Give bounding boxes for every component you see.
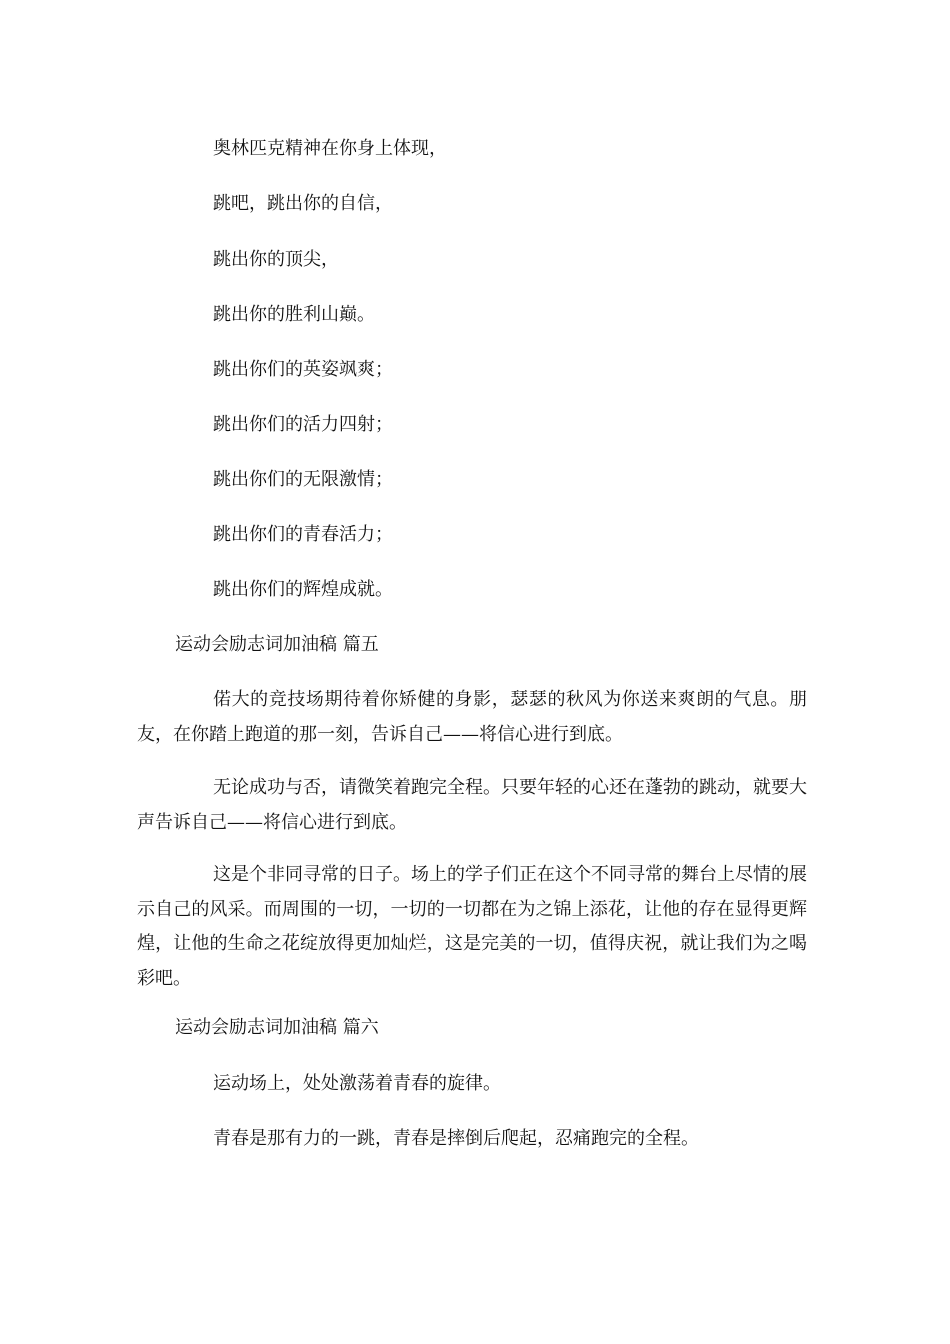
section-heading: 运动会励志词加油稿 篇五 bbox=[175, 634, 379, 655]
poem-line: 跳出你们的活力四射； bbox=[213, 414, 393, 435]
poem-line: 跳出你的顶尖， bbox=[213, 249, 339, 270]
poem-line: 奥林匹克精神在你身上体现， bbox=[213, 138, 447, 159]
poem-line: 跳出你们的辉煌成就。 bbox=[213, 579, 393, 600]
poem-line: 跳出你们的英姿飒爽； bbox=[213, 359, 393, 380]
paragraph: 这是个非同寻常的日子。场上的学子们正在这个不同寻常的舞台上尽情的展示自己的风采。而周围的一切，一切的一切都在为之锦上添花，让他的存在显得更辉煌，让他的生命之花绽放得更加灿烂，这是完美的一切，值得庆祝，就让我们为之喝彩吧。 bbox=[137, 864, 807, 989]
paragraph: 无论成功与否，请微笑着跑完全程。只要年轻的心还在蓬勃的跳动，就要大声告诉自己——将信心进行到底。 bbox=[137, 777, 807, 833]
paragraph: 偌大的竞技场期待着你矫健的身影，瑟瑟的秋风为你送来爽朗的气息。朋友，在你踏上跑道的那一刻，告诉自己——将信心进行到底。 bbox=[137, 689, 807, 745]
poem-line: 跳出你的胜利山巅。 bbox=[213, 304, 375, 325]
poem-line: 跳吧，跳出你的自信， bbox=[213, 193, 393, 214]
section-heading: 运动会励志词加油稿 篇六 bbox=[175, 1017, 379, 1038]
poem-line: 跳出你们的无限激情； bbox=[213, 469, 393, 490]
poem-line: 跳出你们的青春活力； bbox=[213, 524, 393, 545]
text-line: 青春是那有力的一跳，青春是摔倒后爬起，忍痛跑完的全程。 bbox=[213, 1128, 699, 1149]
text-line: 运动场上，处处激荡着青春的旋律。 bbox=[213, 1073, 501, 1094]
